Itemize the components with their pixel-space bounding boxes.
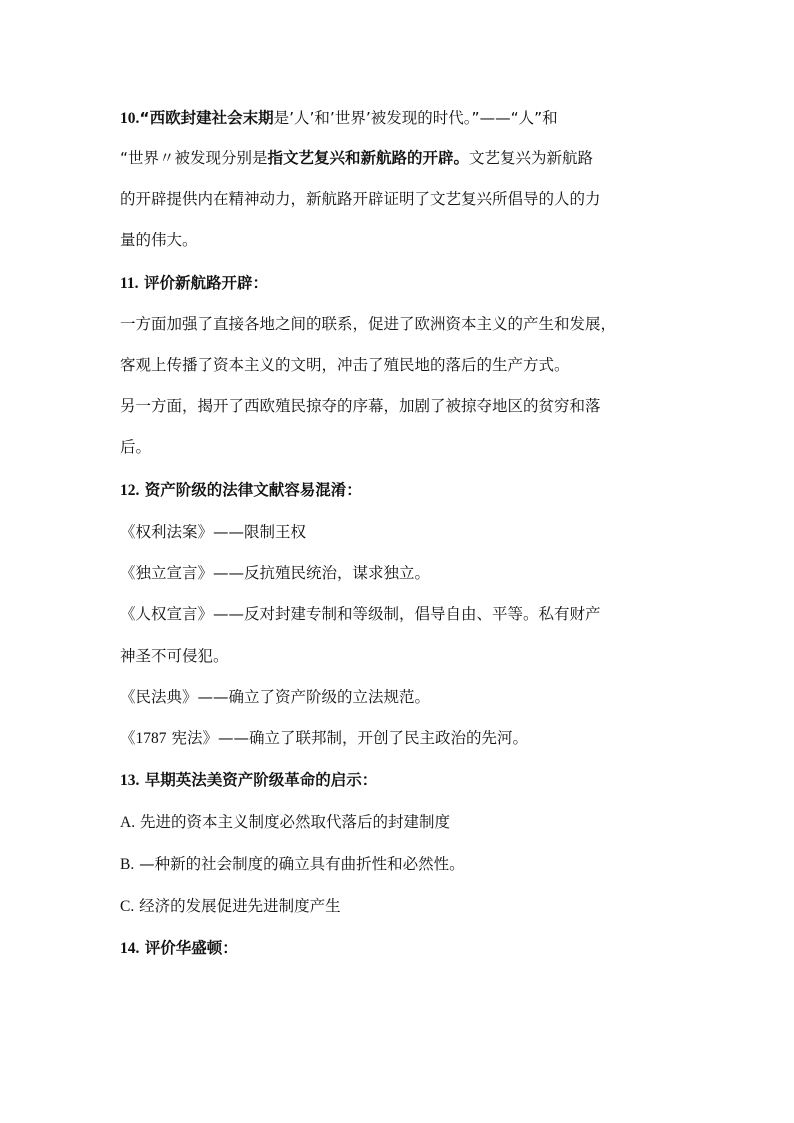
s12-line-6-text: 宪法》——确立了联邦制，开创了民主政治的先河。 [171,729,528,747]
s10-bold-phrase-2: 指文艺复兴和新航路的开辟。 [267,149,470,167]
s11-number: 11. [120,275,139,292]
s11-line-3: 另一方面，揭开了西欧殖民掠夺的序幕，加剧了被掠夺地区的贫穷和落 [120,397,601,415]
s11-line-1: 一方面加强了直接各地之间的联系，促进了欧洲资本主义的产生和发展， [120,315,617,333]
s12-heading [120,479,680,502]
s13-number: 13. [120,772,140,789]
s12-open-bracket: 《 [120,729,136,747]
s12-number: 12. [120,482,140,499]
s10-line-1 [120,107,680,130]
s10-bold-phrase-1: 西欧封建社会末期 [149,109,274,127]
s13-item-a [120,811,680,834]
s13-heading [120,769,680,792]
s14-number: 14. [120,940,140,957]
s11-line-2: 客观上传播了资本主义的文明，冲击了殖民地的落后的生产方式。 [120,356,570,374]
s13-item-a-text: 先进的资本主义制度必然取代落后的封建制度 [140,813,451,831]
s13-heading-text: 早期英法美资产阶级革命的启示： [144,771,378,789]
s14-heading [120,937,680,960]
s11-heading-text: 评价新航路开辟： [143,274,268,292]
s10-open-quote: “ [139,109,150,127]
s13-item-c-text: 经济的发展促进先进制度产生 [139,897,341,915]
s12-line-4: 神圣不可侵犯。 [120,647,229,665]
s13-item-b-text: —种新的社会制度的确立具有曲折性和必然性。 [139,855,465,873]
s12-line-2: 《独立宣言》——反抗殖民统治，谋求独立。 [120,564,431,582]
s12-heading-text: 资产阶级的法律文献容易混淆： [144,481,362,499]
s13-item-b [120,853,680,876]
s11-line-4: 后。 [120,438,152,456]
s10-text-1: 是’人’和’世界’被发现的时代。”——“人”和 [273,109,558,127]
s13-item-c-label: C. [120,898,135,915]
s12-line-3: 《人权宣言》——反对封建专制和等级制，倡导自由、平等。私有财产 [120,605,601,623]
s11-heading [120,272,680,295]
s10-number: 10. [120,110,140,127]
s10-text-2: “世界〃被发现分别是 [120,149,268,167]
s12-year: 1787 [135,730,167,747]
s10-text-3: 文艺复兴为新航路 [469,149,594,167]
s13-item-c [120,895,680,918]
s13-item-b-label: B. [120,856,135,873]
s12-line-6 [120,727,680,750]
s14-heading-text: 评价华盛顿： [144,939,238,957]
s12-line-1: 《权利法案》——限制王权 [120,523,307,541]
s10-line-2 [120,147,680,169]
s10-line-3: 的开辟提供内在精神动力，新航路开辟证明了文艺复兴所倡导的人的力 [120,190,601,208]
s13-item-a-label: A. [120,814,136,831]
s12-line-5: 《民法典》——确立了资产阶级的立法规范。 [120,688,431,706]
s10-line-4: 量的伟大。 [120,231,198,249]
